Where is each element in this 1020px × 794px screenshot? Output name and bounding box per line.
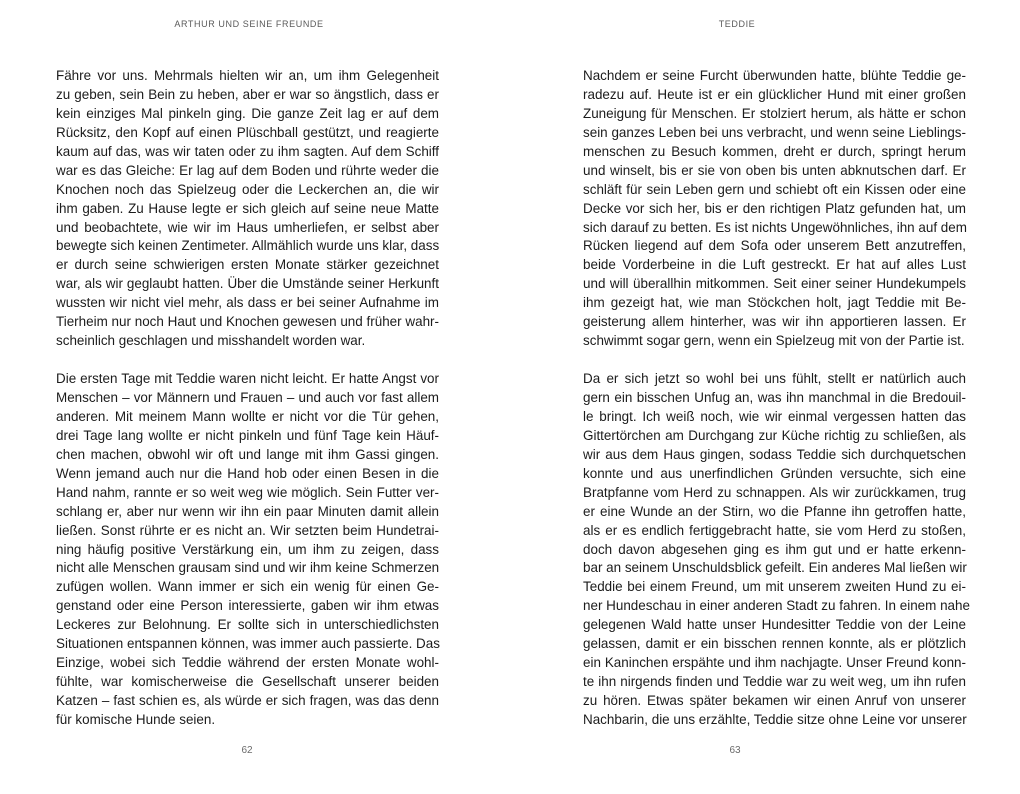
- text-line: war, als wir geglaubt hatten. Über die Umstände seiner Herkunft: [56, 276, 439, 292]
- text-line: er durch seine schwierigen ersten Monate stärker gezeichnet: [56, 257, 439, 273]
- text-line: ihm gaben. Zu Hause legte er sich gleich auf seine neue Matte: [56, 200, 439, 216]
- text-line: Bratpfanne vom Herd zu schnappen. Als wir zurückkamen, trug: [583, 484, 966, 500]
- text-line: und winselt, bis er sie von oben bis unten abknutschen darf. Er: [583, 162, 966, 178]
- running-head: TEDDIE: [718, 19, 756, 29]
- text-line: Nachdem er seine Furcht überwunden hatte, blühte Teddie ge-: [583, 68, 966, 83]
- text-line: Rücken liegend auf dem Sofa oder unserem Bett anzutreffen,: [583, 238, 966, 254]
- text-line: Knochen noch das Spielzeug oder die Leckerchen an, die wir: [56, 181, 439, 197]
- text-line: schläft für sein Leben gern und schiebt oft ein Kissen oder eine: [583, 181, 966, 197]
- text-line: wussten wir nicht viel mehr, als dass er bei seiner Aufnahme im: [56, 295, 439, 311]
- text-line: Wenn jemand auch nur die Hand hob oder einen Besen in die: [56, 465, 439, 481]
- text-line: war es das Gleiche: Er lag auf dem Boden und rührte weder die: [56, 162, 439, 178]
- paragraph: [583, 67, 966, 351]
- text-line: Leckeres zur Belohnung. Er sollte sich in unterschiedlichsten: [56, 617, 439, 633]
- text-line: und will überallhin mitkommen. Seit einer seiner Hundekumpels: [583, 276, 966, 292]
- text-line: ning häufig positive Verstärkung ein, um ihm zu zeigen, dass: [56, 541, 439, 557]
- text-line: Zuneigung für Menschen. Er stolziert herum, als hätte er schon: [583, 105, 966, 121]
- text-line: ner Hundeschau in einer anderen Stadt zu fahren. In einem nahe: [583, 598, 970, 614]
- text-line: er eine Wunde an der Stirn, wo die Pfanne ihn getroffen hatte,: [583, 503, 966, 519]
- left-body-text: [56, 67, 439, 730]
- text-line: radezu auf. Heute ist er ein glücklicher Hund mit einer großen: [583, 86, 966, 102]
- text-line: zu geben, sein Bein zu heben, aber er war so ängstlich, dass er: [56, 86, 439, 102]
- text-line: Menschen – vor Männern und Frauen – und auch vor fast allem: [56, 390, 439, 405]
- text-line: menschen zu Besuch kommen, dreht er durch, springt herum: [583, 143, 966, 159]
- text-line: Fähre vor uns. Mehrmals hielten wir an, um ihm Gelegenheit: [56, 68, 439, 83]
- text-line: Einzige, wobei sich Teddie während der ersten Monate wohl-: [56, 655, 439, 671]
- text-line: bewegte sich keinen Zentimeter. Allmählich wurde uns klar, dass: [56, 238, 440, 254]
- page-number: 63: [729, 745, 741, 756]
- text-line: zufügen wollen. Wann immer er sich ein wenig für einen Ge-: [56, 579, 439, 595]
- paragraph: [56, 370, 439, 730]
- text-line: ihm gezeigt hat, wie man Stöckchen holt, jagt Teddie mit Be-: [583, 295, 966, 311]
- text-line: fühlte, war komischerweise die Gesellschaft unserer beiden: [56, 674, 439, 690]
- text-line: Tierheim nur noch Haut und Knochen gewesen und früher wahr-: [56, 314, 439, 330]
- text-line: Rücksitz, den Kopf auf einen Plüschball gestützt, und reagierte: [56, 124, 439, 140]
- paragraph: [583, 370, 970, 730]
- text-line: ein Kaninchen erspähte und ihm nachjagte. Unser Freund konn-: [583, 655, 966, 671]
- text-line: anderen. Mit meinem Mann wollte er nicht vor die Tür gehen,: [56, 408, 439, 424]
- text-line: gelegenen Wald hatte unser Hundesitter Teddie von der Leine: [583, 617, 966, 633]
- text-line: Situationen entspannen können, was immer auch passierte. Das: [56, 636, 440, 652]
- text-line: Teddie bei einem Freund, um mit unserem zweiten Hund zu ei-: [583, 579, 966, 595]
- text-line: chen machen, obwohl wir oft und lange mit ihm Gassi gingen.: [56, 446, 439, 462]
- text-line: und beobachtete, wie wir im Haus umherliefen, er selbst aber: [56, 219, 439, 235]
- text-line: te ihn nirgends finden und Teddie war zu weit weg, um ihn rufen: [583, 674, 966, 690]
- text-line: wir aus dem Haus gingen, sodass Teddie sich durchquetschen: [583, 446, 966, 462]
- text-line: le bringt. Ich weiß noch, wie wir einmal vergessen hatten das: [583, 408, 966, 424]
- text-line: schlang er, aber nur wenn wir ihn ein paar Minuten damit allein: [56, 503, 439, 519]
- text-line: für komische Hunde seien.: [56, 711, 216, 727]
- text-line: sein ganzes Leben bei uns verbracht, und wenn seine Lieblings-: [583, 124, 966, 140]
- text-line: Katzen – fast schien es, als würde er sich fragen, was das denn: [56, 693, 439, 708]
- right-page: [510, 0, 1020, 794]
- text-line: genstand oder eine Person interessierte, gaben wir ihm etwas: [56, 598, 439, 614]
- text-line: Nachbarin, die uns erzählte, Teddie sitze ohne Leine vor unserer: [583, 711, 967, 727]
- text-line: Hand nahm, rannte er so weit weg wie möglich. Sein Futter ver-: [56, 484, 439, 500]
- text-line: kaum auf das, was wir taten oder zu ihm sagten. Auf dem Schiff: [56, 143, 439, 159]
- paragraph: [56, 67, 439, 351]
- text-line: scheinlich geschlagen und misshandelt worden war.: [56, 333, 366, 349]
- text-line: nicht alle Menschen grausam sind und wir ihm keine Schmerzen: [56, 560, 440, 576]
- text-line: geisterung allem hinterher, was wir ihn apportieren lassen. Er: [583, 314, 966, 330]
- text-line: ließen. Sonst rührte er es nicht an. Wir setzten beim Hundetrai-: [56, 522, 439, 538]
- running-head: ARTHUR UND SEINE FREUNDE: [174, 19, 324, 29]
- right-body-text: [583, 67, 970, 730]
- text-line: Die ersten Tage mit Teddie waren nicht leicht. Er hatte Angst vor: [56, 371, 439, 387]
- text-line: drei Tage lang wollte er nicht pinkeln und fünf Tage kein Häuf-: [56, 427, 439, 443]
- text-line: zu hören. Etwas später bekamen wir einen Anruf von unserer: [583, 693, 966, 708]
- text-line: schwimmt sogar gern, wenn ein Spielzeug mit von der Partie ist.: [583, 333, 965, 349]
- text-line: doch davon abgesehen ging es ihm gut und er hatte erkenn-: [583, 541, 966, 557]
- text-line: bar an seinem Unschuldsblick gefeilt. Ein anderes Mal ließen wir: [583, 560, 967, 576]
- text-line: Gittertörchen am Durchgang zur Küche richtig zu schließen, als: [583, 427, 966, 443]
- text-line: gelassen, damit er ein bisschen rennen konnte, als er plötzlich: [583, 636, 966, 652]
- text-line: konnte und aus unerfindlichen Gründen versuchte, sich eine: [583, 465, 966, 481]
- text-line: sich darauf zu betten. Es ist nichts Ungewöhnliches, ihn auf dem: [583, 219, 967, 235]
- text-line: als er es endlich fertiggebracht hatte, sie vom Herd zu stoßen,: [583, 522, 966, 538]
- page-number: 62: [241, 745, 253, 756]
- text-line: beide Vorderbeine in die Luft gestreckt. Er hat auf alles Lust: [583, 257, 966, 273]
- text-line: Da er sich jetzt so wohl bei uns fühlt, stellt er natürlich auch: [583, 371, 966, 387]
- text-line: kein einziges Mal pinkeln ging. Die ganze Zeit lag er auf dem: [56, 105, 439, 121]
- text-line: Decke vor sich her, bis er den richtigen Platz gefunden hat, um: [583, 200, 966, 216]
- text-line: gern ein bisschen Unfug an, was ihn manchmal in die Bredouil-: [583, 390, 966, 405]
